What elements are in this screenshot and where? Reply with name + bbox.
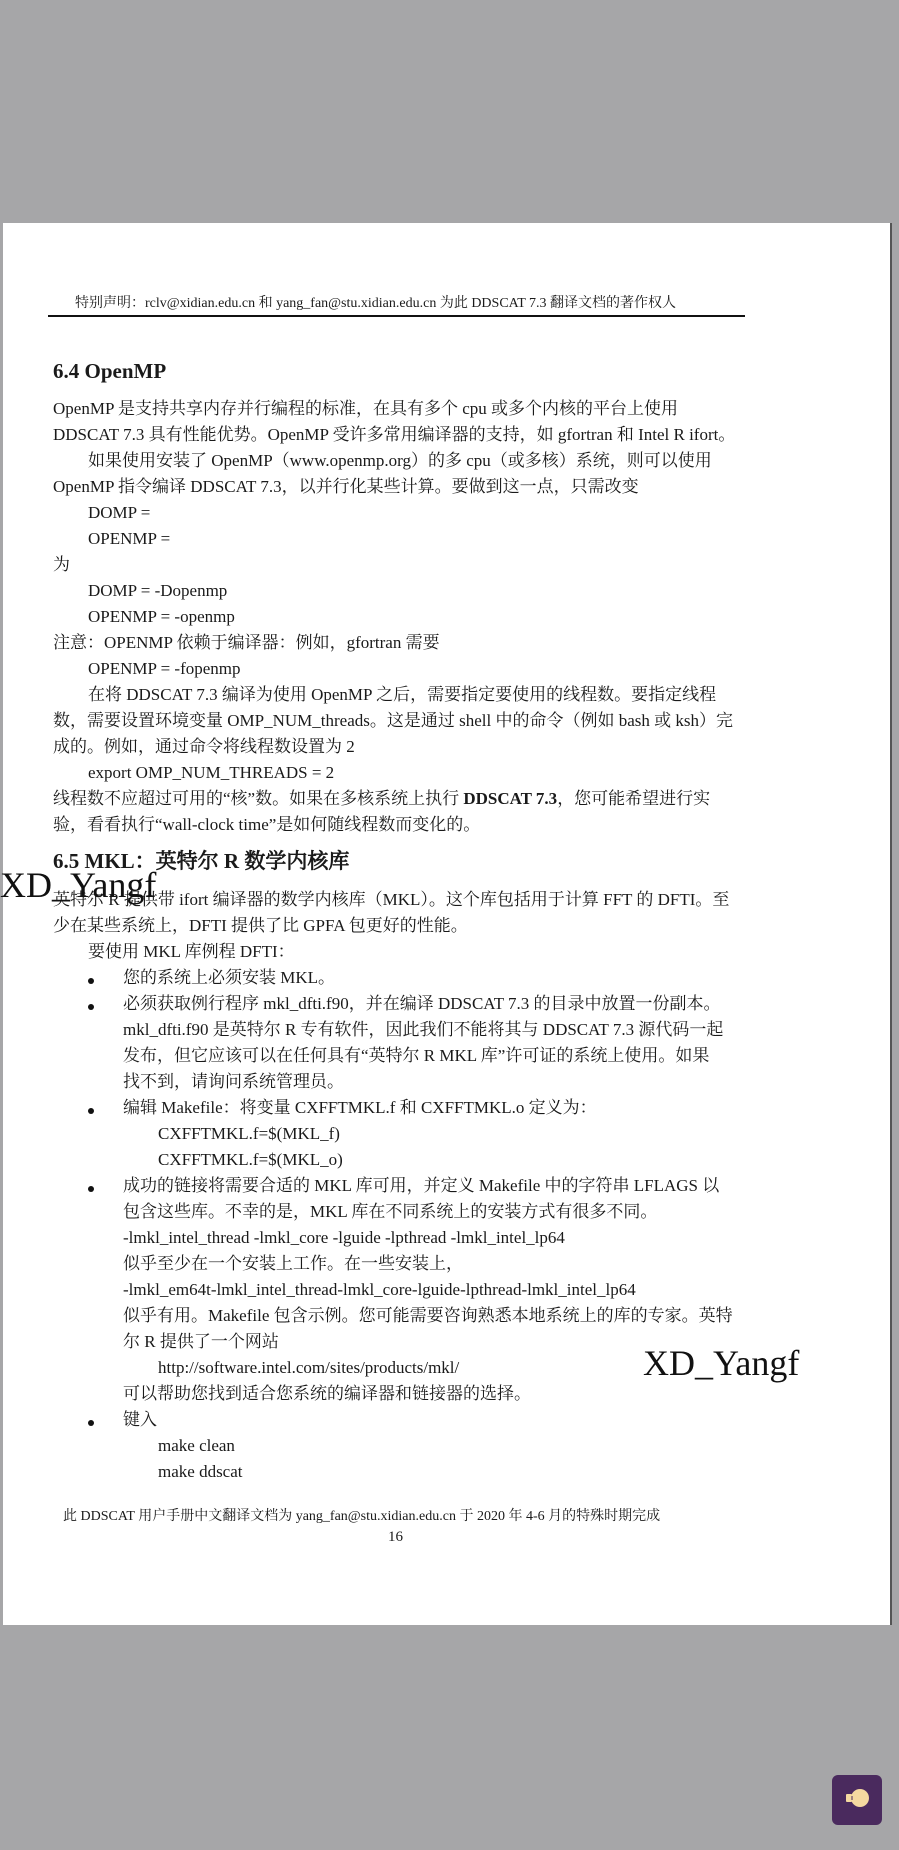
list-item-line: 包含这些库。不幸的是，MKL 库在不同系统上的安装方式有很多不同。 xyxy=(123,1202,658,1221)
url-link[interactable]: http://software.intel.com/sites/products/mkl/ xyxy=(158,1358,460,1377)
list-item: 编辑 Makefile：将变量 CXFFTMKL.f 和 CXFFTMKL.o 定义为： xyxy=(123,1098,597,1117)
code-line: OPENMP = -fopenmp xyxy=(88,659,241,678)
paragraph-line: 数，需要设置环境变量 OMP_NUM_threads。这是通过 shell 中的命令（例如 bash 或 ksh）完 xyxy=(53,711,733,730)
code-line: make clean xyxy=(158,1436,235,1455)
list-item-line: 尔 R 提供了一个网站 xyxy=(123,1332,279,1351)
page-header: 特别声明：rclv@xidian.edu.cn 和 yang_fan@stu.xidian.edu.cn 为此 DDSCAT 7.3 翻译文档的著作权人 xyxy=(75,296,677,311)
list-item-line: 发布，但它应该可以在任何具有“英特尔 R MKL 库”许可证的系统上使用。如果 xyxy=(123,1046,710,1065)
code-line: CXFFTMKL.f=$(MKL_o) xyxy=(158,1150,343,1169)
section-6-5-title: 6.5 MKL：英特尔 R 数学内核库 xyxy=(53,849,350,873)
bullet-dot xyxy=(88,1420,94,1426)
paragraph-line: 为 xyxy=(53,555,70,574)
code-line: make ddscat xyxy=(158,1462,243,1481)
list-item-line: 似乎有用。Makefile 包含示例。您可能需要咨询熟悉本地系统上的库的专家。英特 xyxy=(123,1306,733,1325)
paragraph-line: 在将 DDSCAT 7.3 编译为使用 OpenMP 之后，需要指定要使用的线程数。要指定线程 xyxy=(88,685,717,704)
code-line: export OMP_NUM_THREADS = 2 xyxy=(88,763,335,782)
paragraph-line: 成的。例如，通过命令将线程数设置为 2 xyxy=(53,737,355,756)
paragraph-line: 注意：OPENMP 依赖于编译器：例如，gfortran 需要 xyxy=(53,633,440,652)
section-6-4-title: 6.4 OpenMP xyxy=(53,359,167,383)
code-line: DOMP = xyxy=(88,503,151,522)
list-item: 成功的链接将需要合适的 MKL 库可用，并定义 Makefile 中的字符串 LFLAGS 以 xyxy=(123,1176,720,1195)
list-item: 键入 xyxy=(123,1410,157,1429)
bullet-dot xyxy=(88,1186,94,1192)
paragraph-line: 英特尔 R 提供带 ifort 编译器的数学内核库（MKL）。这个库包括用于计算 FFT 的 DFTI。至 xyxy=(53,890,730,909)
page-footer: 此 DDSCAT 用户手册中文翻译文档为 yang_fan@stu.xidian.edu.cn 于 2020 年 4-6 月的特殊时期完成 xyxy=(63,1509,661,1524)
code-line: -lmkl_intel_thread -lmkl_core -lguide -lpthread -lmkl_intel_lp64 xyxy=(123,1228,565,1247)
list-item-line: 可以帮助您找到适合您系统的编译器和链接器的选择。 xyxy=(123,1384,531,1403)
list-item: 您的系统上必须安装 MKL。 xyxy=(123,968,336,987)
watermark: XD_Yangf xyxy=(643,1343,800,1383)
bullet-dot xyxy=(88,1004,94,1010)
bullet-dot xyxy=(88,978,94,984)
paragraph-line: 少在某些系统上，DFTI 提供了比 GPFA 包更好的性能。 xyxy=(53,916,468,935)
code-line: CXFFTMKL.f=$(MKL_f) xyxy=(158,1124,340,1143)
paragraph-line: OpenMP 指令编译 DDSCAT 7.3，以并行化某些计算。要做到这一点，只需改变 xyxy=(53,477,639,496)
code-line: OPENMP = -openmp xyxy=(88,607,235,626)
header-rule xyxy=(48,315,745,317)
document-page xyxy=(3,223,892,1625)
list-item-line: mkl_dfti.f90 是英特尔 R 专有软件，因此我们不能将其与 DDSCAT 7.3 源代码一起 xyxy=(123,1020,724,1039)
list-item-line: 找不到，请询问系统管理员。 xyxy=(123,1072,344,1091)
watermark: XD_Yangf xyxy=(0,865,157,905)
paragraph-line xyxy=(53,789,710,809)
code-line: OPENMP = xyxy=(88,529,171,548)
text-span: 线程数不应超过可用的“核”数。如果在多核系统上执行 xyxy=(53,789,464,808)
paragraph-line: DDSCAT 7.3 具有性能优势。OpenMP 受许多常用编译器的支持，如 gfortran 和 Intel R ifort。 xyxy=(53,425,736,444)
code-line: DOMP = -Dopenmp xyxy=(88,581,228,600)
lightbulb-icon xyxy=(842,1787,872,1814)
paragraph-line: 如果使用安装了 OpenMP（www.openmp.org）的多 cpu（或多核）系统，则可以使用 xyxy=(88,451,712,470)
code-line: -lmkl_em64t-lmkl_intel_thread-lmkl_core-lguide-lpthread-lmkl_intel_lp64 xyxy=(123,1280,636,1299)
assistant-button[interactable] xyxy=(832,1775,882,1825)
bold-text: DDSCAT 7.3 xyxy=(463,789,558,808)
paragraph-line: OpenMP 是支持共享内存并行编程的标准，在具有多个 cpu 或多个内核的平台上使用 xyxy=(53,399,679,418)
page-number: 16 xyxy=(388,1529,403,1545)
bullet-dot xyxy=(88,1108,94,1114)
paragraph-line: 要使用 MKL 库例程 DFTI： xyxy=(88,942,295,961)
list-item-line: 似乎至少在一个安装上工作。在一些安装上， xyxy=(123,1254,463,1273)
text-span: ，您可能希望进行实 xyxy=(557,789,711,808)
paragraph-line: 验，看看执行“wall-clock time”是如何随线程数而变化的。 xyxy=(53,815,481,834)
list-item: 必须获取例行程序 mkl_dfti.f90，并在编译 DDSCAT 7.3 的目录中放置一份副本。 xyxy=(123,994,721,1013)
